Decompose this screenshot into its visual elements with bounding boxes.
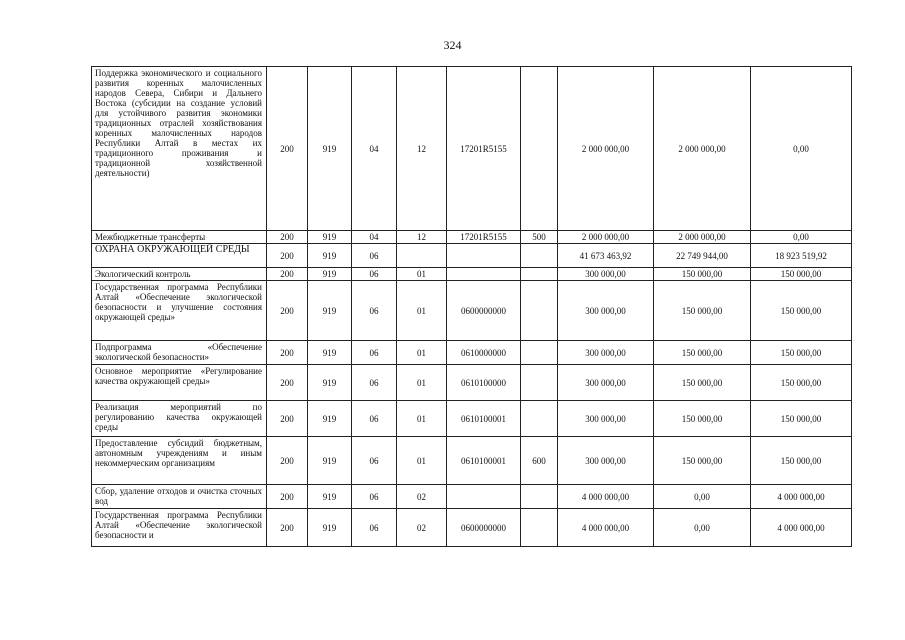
code-cell: 01	[397, 437, 447, 485]
code-cell: 06	[352, 268, 397, 281]
code-cell: 0610100000	[447, 365, 521, 401]
code-cell: 12	[397, 67, 447, 231]
amount-cell: 2 000 000,00	[558, 231, 654, 244]
amount-cell: 4 000 000,00	[558, 509, 654, 547]
code-cell: 919	[308, 67, 352, 231]
code-cell	[521, 509, 558, 547]
code-cell: 200	[267, 509, 308, 547]
code-cell	[521, 341, 558, 365]
amount-cell: 150 000,00	[751, 365, 852, 401]
code-cell: 919	[308, 231, 352, 244]
amount-cell: 2 000 000,00	[558, 67, 654, 231]
code-cell: 200	[267, 281, 308, 341]
code-cell	[447, 244, 521, 268]
code-cell: 06	[352, 485, 397, 509]
code-cell: 200	[267, 485, 308, 509]
amount-cell: 150 000,00	[751, 268, 852, 281]
amount-cell: 150 000,00	[751, 437, 852, 485]
code-cell: 17201R5155	[447, 67, 521, 231]
code-cell: 200	[267, 67, 308, 231]
code-cell: 919	[308, 281, 352, 341]
code-cell	[521, 67, 558, 231]
code-cell: 919	[308, 401, 352, 437]
code-cell: 17201R5155	[447, 231, 521, 244]
amount-cell: 150 000,00	[751, 401, 852, 437]
code-cell: 12	[397, 231, 447, 244]
amount-cell: 300 000,00	[558, 437, 654, 485]
code-cell: 919	[308, 268, 352, 281]
code-cell: 01	[397, 268, 447, 281]
code-cell: 0610000000	[447, 341, 521, 365]
code-cell: 0610100001	[447, 437, 521, 485]
amount-cell: 300 000,00	[558, 341, 654, 365]
row-name: ОХРАНА ОКРУЖАЮЩЕЙ СРЕДЫ	[92, 244, 267, 268]
table-row	[92, 365, 852, 401]
code-cell: 919	[308, 365, 352, 401]
page-number: 324	[443, 38, 462, 52]
code-cell: 0610100001	[447, 401, 521, 437]
code-cell: 01	[397, 365, 447, 401]
row-name: Реализация мероприятий по регулированию качества окружающей среды	[92, 401, 267, 437]
row-name: Предоставление субсидий бюджетным, автономным учреждениям и иным некоммерческим организациям	[92, 437, 267, 485]
code-cell	[521, 401, 558, 437]
table-row	[92, 231, 852, 244]
amount-cell: 4 000 000,00	[751, 485, 852, 509]
amount-cell: 150 000,00	[751, 281, 852, 341]
table-row	[92, 437, 852, 485]
amount-cell: 150 000,00	[654, 281, 751, 341]
amount-cell: 300 000,00	[558, 268, 654, 281]
row-name: Сбор, удаление отходов и очистка сточных вод	[92, 485, 267, 509]
code-cell: 600	[521, 437, 558, 485]
amount-cell: 300 000,00	[558, 281, 654, 341]
amount-cell: 4 000 000,00	[558, 485, 654, 509]
amount-cell: 0,00	[654, 485, 751, 509]
table-row	[92, 401, 852, 437]
code-cell: 200	[267, 365, 308, 401]
code-cell: 0600000000	[447, 281, 521, 341]
amount-cell: 0,00	[751, 67, 852, 231]
code-cell: 01	[397, 281, 447, 341]
table-row	[92, 341, 852, 365]
code-cell: 06	[352, 437, 397, 485]
code-cell: 200	[267, 341, 308, 365]
code-cell: 06	[352, 244, 397, 268]
code-cell	[521, 281, 558, 341]
amount-cell: 18 923 519,92	[751, 244, 852, 268]
code-cell: 06	[352, 341, 397, 365]
code-cell: 02	[397, 509, 447, 547]
amount-cell: 22 749 944,00	[654, 244, 751, 268]
code-cell: 200	[267, 437, 308, 485]
amount-cell: 0,00	[654, 509, 751, 547]
amount-cell: 0,00	[751, 231, 852, 244]
table-row	[92, 281, 852, 341]
code-cell: 06	[352, 509, 397, 547]
amount-cell: 300 000,00	[558, 401, 654, 437]
row-name: Государственная программа Республики Алтай «Обеспечение экологической безопасности и улучшение состояния окружающей среды»	[92, 281, 267, 341]
code-cell: 200	[267, 268, 308, 281]
row-name: Поддержка экономического и социального развития коренных малочисленных народов Севера, Сибири и Дальнего Востока (субсидии на создание условий для устойчивого развития экономики традиционных отраслей хозяйствования коренных малочисленных народов Республики Алтай в местах их традиционного проживания и традиционной хозяйственной деятельности)	[92, 67, 267, 231]
code-cell: 01	[397, 341, 447, 365]
amount-cell: 150 000,00	[654, 341, 751, 365]
table-row	[92, 244, 852, 268]
code-cell: 919	[308, 509, 352, 547]
code-cell: 06	[352, 401, 397, 437]
amount-cell: 2 000 000,00	[654, 67, 751, 231]
code-cell: 06	[352, 281, 397, 341]
code-cell: 200	[267, 401, 308, 437]
code-cell	[521, 244, 558, 268]
code-cell	[521, 485, 558, 509]
code-cell: 200	[267, 244, 308, 268]
code-cell	[397, 244, 447, 268]
code-cell: 06	[352, 365, 397, 401]
table-row	[92, 67, 852, 231]
code-cell	[521, 365, 558, 401]
amount-cell: 150 000,00	[654, 268, 751, 281]
row-name: Межбюджетные трансферты	[92, 231, 267, 244]
code-cell: 919	[308, 244, 352, 268]
code-cell	[447, 268, 521, 281]
amount-cell: 150 000,00	[654, 437, 751, 485]
code-cell: 919	[308, 341, 352, 365]
code-cell: 0600000000	[447, 509, 521, 547]
code-cell: 01	[397, 401, 447, 437]
amount-cell: 41 673 463,92	[558, 244, 654, 268]
table-row	[92, 509, 852, 547]
amount-cell: 300 000,00	[558, 365, 654, 401]
code-cell: 04	[352, 231, 397, 244]
code-cell: 500	[521, 231, 558, 244]
code-cell	[447, 485, 521, 509]
code-cell: 02	[397, 485, 447, 509]
code-cell: 200	[267, 231, 308, 244]
budget-table	[91, 66, 852, 547]
code-cell: 919	[308, 437, 352, 485]
table-row	[92, 268, 852, 281]
amount-cell: 150 000,00	[654, 365, 751, 401]
amount-cell: 4 000 000,00	[751, 509, 852, 547]
row-name: Экологический контроль	[92, 268, 267, 281]
code-cell: 919	[308, 485, 352, 509]
table-row	[92, 485, 852, 509]
amount-cell: 2 000 000,00	[654, 231, 751, 244]
row-name: Государственная программа Республики Алтай «Обеспечение экологической безопасности и	[92, 509, 267, 547]
row-name: Подпрограмма «Обеспечение экологической безопасности»	[92, 341, 267, 365]
amount-cell: 150 000,00	[654, 401, 751, 437]
code-cell: 04	[352, 67, 397, 231]
code-cell	[521, 268, 558, 281]
row-name: Основное мероприятие «Регулирование качества окружающей среды»	[92, 365, 267, 401]
amount-cell: 150 000,00	[751, 341, 852, 365]
